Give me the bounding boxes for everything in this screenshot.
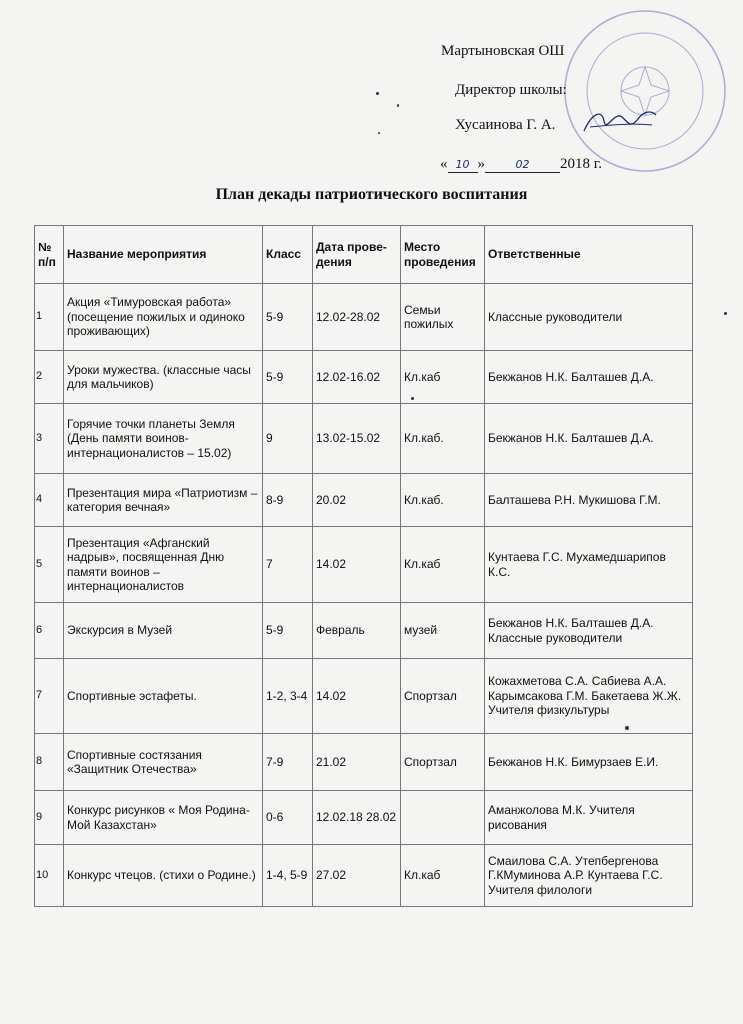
director-label: Директор школы:: [455, 82, 567, 98]
cell-num: 2: [35, 351, 64, 404]
cell-responsible: Аманжолова М.К. Учителя рисования: [485, 791, 693, 845]
cell-name: Акция «Тимуровская работа» (посещение пожилых и одиноко проживающих): [64, 284, 263, 351]
director-name: Хусаинова Г. А.: [455, 117, 556, 133]
cell-date: 12.02-16.02: [313, 351, 401, 404]
cell-place: [401, 791, 485, 845]
document-title: План декады патриотического воспитания: [215, 186, 528, 203]
header-responsible: Ответственные: [485, 226, 693, 284]
scan-speck: [376, 92, 379, 95]
cell-name: Конкурс чтецов. (стихи о Родине.): [64, 845, 263, 907]
cell-class: 1-4, 5-9: [263, 845, 313, 907]
cell-name: Презентация мира «Патриотизм – категория вечная»: [64, 474, 263, 527]
header-name: Название мероприятия: [64, 226, 263, 284]
cell-place: музей: [401, 603, 485, 659]
cell-responsible: Смаилова С.А. Утепбергенова Г.КМуминова А.Р. Кунтаева Г.С. Учителя филологи: [485, 845, 693, 907]
table-row: [35, 474, 693, 527]
scan-speck: [397, 104, 399, 107]
cell-class: 5-9: [263, 603, 313, 659]
cell-place: Кл.каб: [401, 845, 485, 907]
cell-name: Горячие точки планеты Земля (День памяти воинов-интернационалистов – 15.02): [64, 404, 263, 474]
table-row: [35, 734, 693, 791]
cell-class: 0-6: [263, 791, 313, 845]
cell-name: Презентация «Афганский надрыв», посвященная Дню памяти воинов – интернационалистов: [64, 527, 263, 603]
cell-class: 1-2, 3-4: [263, 659, 313, 734]
header-num: № п/п: [35, 226, 64, 284]
table-header-row: [35, 226, 693, 284]
cell-num: 4: [35, 474, 64, 527]
table-row: [35, 404, 693, 474]
date-year: 2018 г.: [560, 156, 602, 172]
table-row: [35, 791, 693, 845]
cell-date: 14.02: [313, 659, 401, 734]
events-table: [34, 225, 693, 907]
table-row: [35, 527, 693, 603]
cell-num: 3: [35, 404, 64, 474]
cell-date: 21.02: [313, 734, 401, 791]
cell-date: 13.02-15.02: [313, 404, 401, 474]
cell-class: 7: [263, 527, 313, 603]
cell-responsible: Бекжанов Н.К. Балташев Д.А.: [485, 351, 693, 404]
cell-date: 27.02: [313, 845, 401, 907]
table-row: [35, 351, 693, 404]
cell-num: 8: [35, 734, 64, 791]
approval-date: [440, 157, 602, 173]
cell-class: 8-9: [263, 474, 313, 527]
cell-num: 7: [35, 659, 64, 734]
scan-speck: [411, 397, 414, 400]
cell-date: 12.02.18 28.02: [313, 791, 401, 845]
cell-name: Спортивные эстафеты.: [64, 659, 263, 734]
date-open-quote: «: [440, 156, 448, 172]
cell-place: Кл.каб.: [401, 404, 485, 474]
cell-date: 20.02: [313, 474, 401, 527]
cell-date: 14.02: [313, 527, 401, 603]
date-close-quote: »: [477, 156, 485, 172]
cell-place: Кл.каб.: [401, 474, 485, 527]
cell-responsible: Балташева Р.Н. Мукишова Г.М.: [485, 474, 693, 527]
table-row: [35, 284, 693, 351]
scan-speck: [724, 312, 727, 315]
cell-responsible: Бекжанов Н.К. Бимурзаев Е.И.: [485, 734, 693, 791]
scan-speck: [625, 726, 629, 730]
cell-responsible: Кожахметова С.А. Сабиева А.А. Карымсакова Г.М. Бакетаева Ж.Ж. Учителя физкультуры: [485, 659, 693, 734]
cell-class: 9: [263, 404, 313, 474]
header-place: Место проведения: [401, 226, 485, 284]
date-month: 02: [515, 158, 530, 171]
date-day: 10: [455, 158, 470, 171]
cell-place: Спортзал: [401, 659, 485, 734]
cell-class: 7-9: [263, 734, 313, 791]
cell-class: 5-9: [263, 351, 313, 404]
school-name: Мартыновская ОШ: [441, 43, 565, 59]
cell-num: 1: [35, 284, 64, 351]
cell-place: Спортзал: [401, 734, 485, 791]
cell-class: 5-9: [263, 284, 313, 351]
cell-num: 5: [35, 527, 64, 603]
scan-speck: [378, 132, 380, 134]
header-class: Класс: [263, 226, 313, 284]
cell-num: 6: [35, 603, 64, 659]
cell-responsible: Классные руководители: [485, 284, 693, 351]
table-row: [35, 659, 693, 734]
cell-responsible: Бекжанов Н.К. Балташев Д.А. Классные руководители: [485, 603, 693, 659]
table-row: [35, 603, 693, 659]
cell-date: 12.02-28.02: [313, 284, 401, 351]
cell-num: 9: [35, 791, 64, 845]
cell-name: Экскурсия в Музей: [64, 603, 263, 659]
cell-name: Уроки мужества. (классные часы для мальчиков): [64, 351, 263, 404]
cell-responsible: Кунтаева Г.С. Мухамедшарипов К.С.: [485, 527, 693, 603]
cell-place: Семьи пожилых: [401, 284, 485, 351]
director-signature-icon: [580, 103, 660, 141]
cell-responsible: Бекжанов Н.К. Балташев Д.А.: [485, 404, 693, 474]
cell-name: Спортивные состязания «Защитник Отечества»: [64, 734, 263, 791]
cell-place: Кл.каб: [401, 351, 485, 404]
cell-date: Февраль: [313, 603, 401, 659]
cell-num: 10: [35, 845, 64, 907]
cell-place: Кл.каб: [401, 527, 485, 603]
official-seal-icon: [560, 6, 730, 176]
header-date: Дата прове-дения: [313, 226, 401, 284]
cell-name: Конкурс рисунков « Моя Родина-Мой Казахстан»: [64, 791, 263, 845]
table-row: [35, 845, 693, 907]
